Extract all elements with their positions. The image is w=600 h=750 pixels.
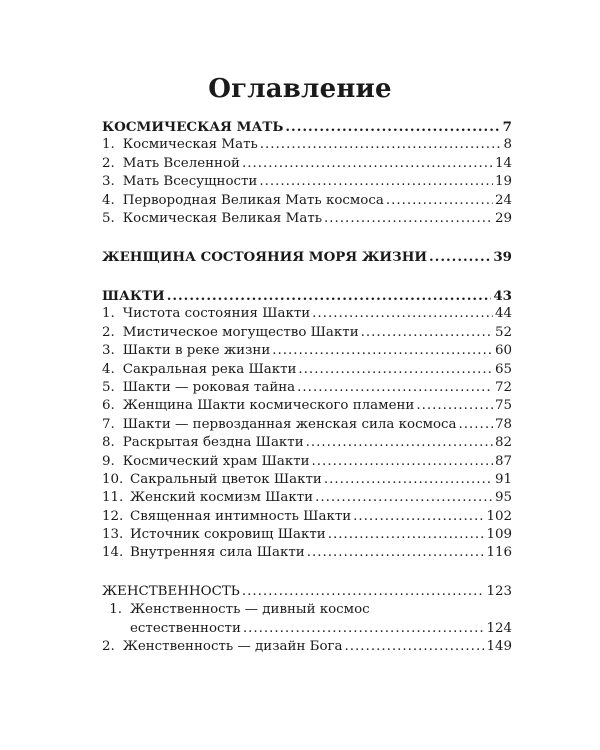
leader-dots — [297, 379, 493, 397]
toc-entry[interactable] — [102, 601, 512, 619]
toc-section-heading[interactable] — [102, 287, 512, 305]
leader-dots — [272, 342, 493, 360]
leader-dots — [386, 192, 493, 210]
toc-entry-label: естественности — [130, 620, 241, 636]
toc-entry-number: 2. — [102, 324, 115, 340]
toc-entry[interactable] — [102, 416, 512, 434]
leader-dots — [416, 397, 493, 415]
toc-entry-number: 3. — [102, 343, 115, 359]
toc-entry[interactable] — [102, 210, 512, 228]
leader-dots — [312, 453, 493, 471]
toc-section-kosmicheskaya-mat — [102, 118, 512, 228]
leader-dots — [328, 526, 485, 544]
leader-dots — [242, 155, 493, 173]
toc-entry-label: Шакти — первозданная женская сила космоса — [122, 416, 457, 432]
toc-entry-number: 12. — [102, 508, 124, 524]
leader-dots — [285, 118, 500, 136]
leader-dots — [260, 136, 502, 154]
leader-dots — [259, 173, 493, 191]
toc-page-number: 60 — [494, 343, 512, 359]
toc-page-number: 102 — [486, 508, 512, 524]
leader-dots — [361, 324, 493, 342]
toc-page-number: 75 — [494, 398, 512, 414]
toc-page-number: 78 — [494, 416, 512, 432]
toc-entry-label: Космический храм Шакти — [122, 453, 310, 469]
toc-entry[interactable] — [102, 361, 512, 379]
toc-entry-label: Космическая Мать — [122, 137, 258, 153]
toc-page-number: 8 — [503, 137, 512, 153]
toc-entry[interactable] — [102, 544, 512, 562]
toc-entry-number: 11. — [102, 490, 124, 506]
toc-entry-number: 5. — [102, 210, 115, 226]
leader-dots — [459, 416, 493, 434]
toc-entry-number: 7. — [102, 416, 115, 432]
toc-entry[interactable] — [102, 324, 512, 342]
toc-page-number: 44 — [494, 306, 512, 322]
toc-entry[interactable] — [102, 136, 512, 154]
toc-entry-number: 9. — [102, 453, 115, 469]
toc-entry-number: 4. — [102, 192, 115, 208]
toc-entry[interactable] — [102, 526, 512, 544]
toc-page-number: 29 — [494, 210, 512, 226]
toc-entry-number: 14. — [102, 545, 124, 561]
toc-page-number: 109 — [486, 527, 512, 543]
toc-heading-label: ЖЕНЩИНА СОСТОЯНИЯ МОРЯ ЖИЗНИ — [102, 249, 428, 265]
toc-entry-label: Мать Всесущности — [122, 174, 258, 190]
toc-entry-number: 1. — [109, 602, 122, 618]
page-title: Оглавление — [208, 74, 392, 104]
toc-page-number: 123 — [486, 584, 512, 599]
toc-entry-number: 3. — [102, 174, 115, 190]
toc-heading-label: ЖЕНСТВЕННОСТЬ — [102, 584, 240, 599]
toc-entry-number: 1. — [102, 306, 115, 322]
toc-entry-label: Внутренняя сила Шакти — [130, 545, 305, 561]
toc-entry[interactable] — [102, 434, 512, 452]
toc-section-heading[interactable] — [102, 583, 512, 601]
leader-dots — [324, 210, 493, 228]
toc-entry-label: Чистота состояния Шакти — [122, 306, 311, 322]
leader-dots — [345, 638, 485, 656]
toc-entry-label: Сакральный цветок Шакти — [130, 471, 322, 487]
toc-entry[interactable] — [102, 471, 512, 489]
toc-section-zhenshchina — [102, 248, 512, 266]
leader-dots — [429, 248, 491, 266]
toc-entry-label: Источник сокровищ Шакти — [130, 527, 326, 543]
toc-entry-number: 2. — [102, 155, 115, 171]
toc-entry-number: 8. — [102, 435, 115, 451]
leader-dots — [242, 583, 485, 601]
toc-page-number: 7 — [502, 119, 512, 135]
toc-entry-continuation[interactable] — [102, 620, 512, 638]
toc-page-number: 124 — [486, 620, 512, 636]
toc-entry-number: 5. — [102, 379, 115, 395]
toc-entry[interactable] — [102, 453, 512, 471]
toc-entry[interactable] — [102, 305, 512, 323]
toc-entry-number: 13. — [102, 527, 124, 543]
toc-entry[interactable] — [102, 192, 512, 210]
toc-section-heading[interactable] — [102, 248, 512, 266]
leader-dots — [312, 305, 493, 323]
toc-entry[interactable] — [102, 342, 512, 360]
toc-entry[interactable] — [102, 508, 512, 526]
toc-entry-label: Священная интимность Шакти — [130, 508, 352, 524]
toc-entry-label: Женственность — дизайн Бога — [122, 639, 343, 655]
toc-entry[interactable] — [102, 397, 512, 415]
toc-section-heading[interactable] — [102, 118, 512, 136]
toc-page-number: 52 — [494, 324, 512, 340]
leader-dots — [324, 471, 493, 489]
toc-entry-number: 2. — [102, 639, 115, 655]
toc-page-number: 65 — [494, 361, 512, 377]
toc-entry[interactable] — [102, 489, 512, 507]
toc-entry[interactable] — [102, 155, 512, 173]
toc-entry-label: Раскрытая бездна Шакти — [122, 435, 304, 451]
toc-entry-label: Первородная Великая Мать космоса — [122, 192, 384, 208]
toc-heading-label: КОСМИЧЕСКАЯ МАТЬ — [102, 119, 284, 135]
toc-entry-label: Мать Вселенной — [122, 155, 240, 171]
toc-page-number: 14 — [494, 155, 512, 171]
leader-dots — [298, 361, 493, 379]
toc-entry-number: 4. — [102, 361, 115, 377]
toc-entry-label: Шакти — роковая тайна — [122, 379, 296, 395]
toc-entry-label: Мистическое могущество Шакти — [122, 324, 359, 340]
toc-section-shakti — [102, 287, 512, 563]
toc-page-number: 91 — [494, 471, 512, 487]
toc-entry[interactable] — [102, 379, 512, 397]
toc-section-zhenstvennost — [102, 583, 512, 657]
leader-dots — [306, 434, 493, 452]
toc-entry-label: Сакральная река Шакти — [122, 361, 297, 377]
toc-page-number: 87 — [494, 453, 512, 469]
toc-entry-label: Женщина Шакти космического пламени — [122, 398, 415, 414]
toc-entry[interactable] — [102, 173, 512, 191]
leader-dots — [167, 287, 492, 305]
toc-entry-number: 1. — [102, 137, 115, 153]
toc-page-number: 43 — [493, 288, 512, 304]
toc-entry-label: Женственность — дивный космос — [130, 602, 370, 618]
toc-page-number: 19 — [494, 174, 512, 190]
leader-dots — [315, 489, 493, 507]
toc-entry[interactable] — [102, 638, 512, 656]
toc-page-number: 39 — [493, 249, 512, 265]
toc-page-number: 95 — [494, 490, 512, 506]
toc-page-number: 82 — [494, 435, 512, 451]
toc-entry-number: 6. — [102, 398, 115, 414]
leader-dots — [353, 508, 484, 526]
toc-entry-number: 10. — [102, 471, 124, 487]
toc-entry-label: Женский космизм Шакти — [130, 490, 314, 506]
toc-heading-label: ШАКТИ — [102, 288, 165, 304]
leader-dots — [243, 620, 485, 638]
toc-entry-label: Космическая Великая Мать — [122, 210, 323, 226]
toc-page-number: 24 — [494, 192, 512, 208]
toc-page-number: 72 — [494, 379, 512, 395]
toc-page-number: 149 — [486, 639, 512, 655]
toc-entry-label: Шакти в реке жизни — [122, 343, 271, 359]
toc-page-number: 116 — [486, 545, 512, 561]
leader-dots — [307, 544, 485, 562]
